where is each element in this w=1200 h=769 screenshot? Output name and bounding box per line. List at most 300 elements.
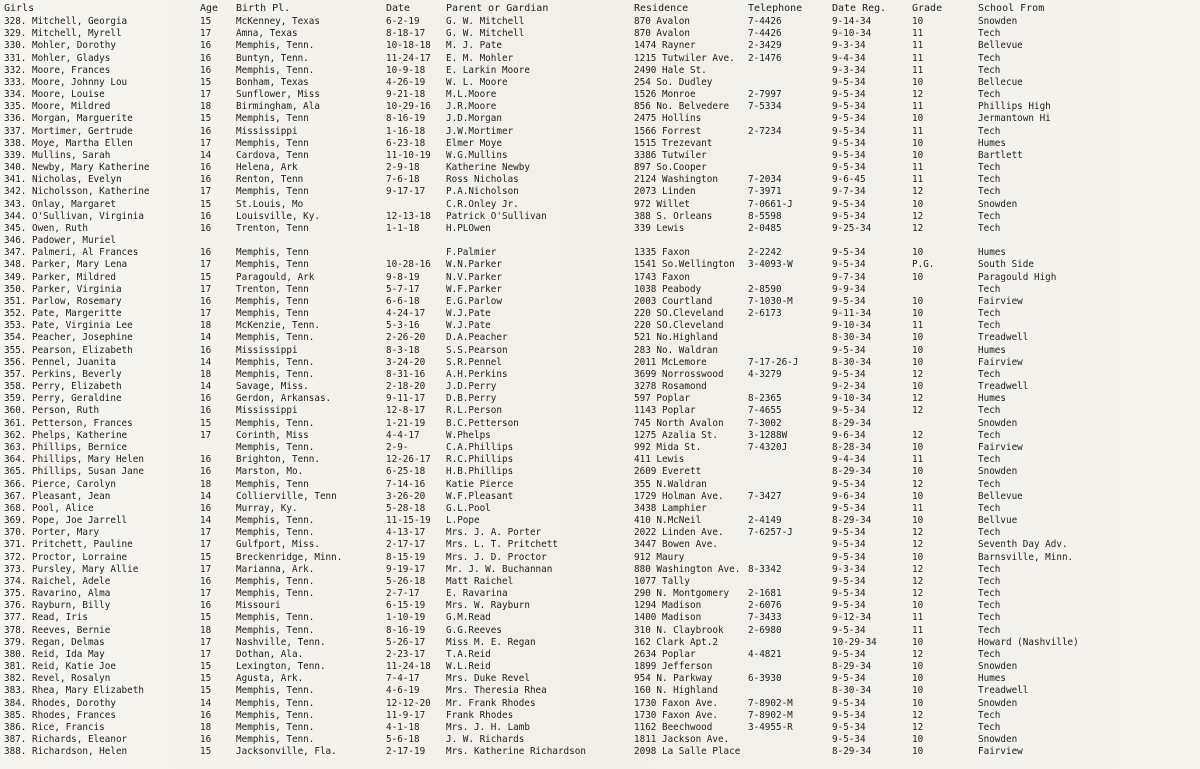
cell-parent: S.R.Pennel	[446, 356, 502, 368]
cell-residence: 870 Avalon	[634, 16, 690, 27]
cell-telephone: 7-0661-J	[748, 198, 793, 210]
cell-birthplace: Jacksonville, Fla.	[236, 746, 337, 758]
cell-residence: 1811 Jackson Ave.	[634, 734, 730, 745]
cell-date-reg: 9-5-34	[832, 600, 866, 612]
table-row	[0, 28, 1200, 40]
cell-date-reg: 9-3-34	[832, 40, 866, 52]
table-row	[0, 40, 1200, 52]
cell-grade: 12	[912, 648, 924, 660]
cell-school: Fairview	[978, 295, 1023, 307]
cell-school: Snowden	[978, 466, 1018, 478]
cell-date-reg: 9-10-34	[832, 320, 872, 332]
cell-age: 15	[200, 271, 212, 283]
cell-residence: 2475 Hollins	[634, 113, 702, 125]
cell-parent: Patrick O'Sullivan	[446, 210, 547, 222]
cell-name: 328. Mitchell, Georgia	[4, 16, 128, 27]
cell-birthplace: Renton, Tenn	[236, 174, 304, 186]
cell-age: 17	[200, 636, 212, 648]
cell-age: 14	[200, 697, 212, 709]
cell-age: 16	[200, 734, 212, 745]
cell-parent: W.F.Parker	[446, 283, 502, 295]
table-row	[0, 65, 1200, 77]
cell-school: Tech	[978, 64, 1001, 76]
cell-telephone: 2-1476	[748, 52, 782, 64]
cell-name: 334. Moore, Louise	[4, 89, 105, 100]
cell-grade: 10	[912, 198, 924, 210]
cell-grade: 10	[912, 673, 924, 685]
cell-date: 2-9-	[386, 441, 409, 453]
cell-residence: 1474 Rayner	[634, 40, 696, 52]
table-row	[0, 284, 1200, 296]
cell-age: 15	[200, 612, 212, 624]
cell-school: Snowden	[978, 661, 1018, 672]
table-row	[0, 53, 1200, 65]
cell-date-reg: 9-5-34	[832, 210, 866, 222]
header-date-reg: Date Reg.	[832, 3, 887, 14]
cell-date-reg: 9-5-34	[832, 478, 866, 490]
cell-residence: 3447 Bowen Ave.	[634, 539, 718, 551]
cell-birthplace: Sunflower, Miss	[236, 89, 320, 100]
table-row	[0, 673, 1200, 685]
cell-date-reg: 9-5-34	[832, 89, 866, 100]
cell-date: 2-9-18	[386, 162, 420, 173]
cell-parent: Frank Rhodes	[446, 709, 514, 721]
cell-name: 342. Nicholsson, Katherine	[4, 186, 150, 198]
cell-age: 15	[200, 661, 212, 672]
cell-name: 341. Nicholas, Evelyn	[4, 174, 122, 186]
table-row	[0, 16, 1200, 28]
cell-date: 1-1-18	[386, 222, 420, 234]
cell-date-reg: 9-7-34	[832, 186, 866, 198]
cell-parent: Mrs. J. D. Proctor	[446, 551, 547, 563]
cell-telephone: 8-2365	[748, 393, 782, 405]
cell-residence: 1294 Madison	[634, 600, 702, 612]
cell-age: 16	[200, 210, 212, 222]
cell-grade: 10	[912, 600, 924, 612]
cell-parent: M.L.Moore	[446, 89, 497, 100]
cell-date: 10-28-16	[386, 259, 431, 271]
header-name: Girls	[4, 3, 35, 14]
table-row	[0, 381, 1200, 393]
cell-grade: 10	[912, 356, 924, 368]
cell-name: 372. Proctor, Lorraine	[4, 551, 128, 563]
cell-date-reg: 9-5-34	[832, 709, 866, 721]
cell-grade: 10	[912, 247, 924, 259]
cell-residence: 1526 Monroe	[634, 89, 696, 100]
cell-date: 1-16-18	[386, 125, 426, 137]
table-row	[0, 272, 1200, 284]
cell-grade: 12	[912, 222, 924, 234]
cell-school: Tech	[978, 624, 1001, 636]
cell-residence: 254 So. Dudley	[634, 76, 713, 88]
cell-school: Fairview	[978, 746, 1023, 758]
table-row	[0, 259, 1200, 271]
cell-residence: 880 Washington Ave.	[634, 563, 741, 575]
cell-age: 15	[200, 746, 212, 758]
cell-age: 16	[200, 162, 212, 173]
cell-parent: E.G.Parlow	[446, 295, 502, 307]
cell-telephone: 2-1681	[748, 588, 782, 599]
cell-telephone: 7-3971	[748, 186, 782, 198]
cell-school: Tech	[978, 210, 1001, 222]
table-row	[0, 612, 1200, 624]
cell-date: 11-24-18	[386, 661, 431, 672]
cell-parent: Katie Pierce	[446, 478, 514, 490]
cell-age: 14	[200, 356, 212, 368]
cell-grade: 12	[912, 405, 924, 417]
table-row	[0, 685, 1200, 697]
cell-school: Tech	[978, 162, 1001, 173]
cell-telephone: 7-3433	[748, 612, 782, 624]
cell-parent: Mrs. Theresia Rhea	[446, 685, 547, 697]
cell-birthplace: Collierville, Tenn	[236, 490, 337, 502]
cell-school: Tech	[978, 320, 1001, 332]
table-row	[0, 223, 1200, 235]
table-row	[0, 138, 1200, 150]
cell-date-reg: 8-29-34	[832, 661, 872, 672]
cell-parent: H.B.Phillips	[446, 466, 514, 478]
table-row	[0, 357, 1200, 369]
cell-date-reg: 9-5-34	[832, 101, 866, 113]
cell-age: 16	[200, 344, 212, 356]
cell-residence: 521 No.Highland	[634, 332, 718, 344]
cell-residence: 1729 Holman Ave.	[634, 490, 724, 502]
cell-school: Tech	[978, 368, 1001, 380]
cell-name: 378. Reeves, Bernie	[4, 624, 111, 636]
cell-grade: 11	[912, 125, 924, 137]
cell-date: 10-18-18	[386, 40, 431, 52]
cell-birthplace: Memphis, Tenn.	[236, 697, 315, 709]
cell-residence: 1275 Azalia St.	[634, 429, 718, 441]
cell-age: 16	[200, 52, 212, 64]
table-row	[0, 332, 1200, 344]
cell-date-reg: 9-5-34	[832, 721, 866, 733]
cell-parent: E. Larkin Moore	[446, 64, 530, 76]
table-row	[0, 442, 1200, 454]
cell-grade: 10	[912, 271, 924, 283]
cell-telephone: 2-4149	[748, 515, 782, 526]
cell-school: Tech	[978, 502, 1001, 514]
cell-name: 383. Rhea, Mary Elizabeth	[4, 685, 144, 697]
cell-birthplace: Buntyn, Tenn.	[236, 52, 309, 64]
cell-date: 6-6-18	[386, 295, 420, 307]
cell-birthplace: St.Louis, Mo	[236, 198, 304, 210]
cell-date-reg: 9-7-34	[832, 271, 866, 283]
cell-residence: 1077 Tally	[634, 575, 690, 587]
cell-residence: 3699 Norrosswood	[634, 368, 724, 380]
cell-parent: A.H.Perkins	[446, 368, 508, 380]
cell-school: Tech	[978, 186, 1001, 198]
cell-date: 6-23-18	[386, 137, 426, 149]
cell-school: Tech	[978, 575, 1001, 587]
cell-birthplace: Memphis, Tenn.	[236, 417, 315, 429]
cell-residence: 2124 Washington	[634, 174, 718, 186]
cell-name: 353. Pate, Virginia Lee	[4, 320, 133, 332]
cell-school: Humes	[978, 673, 1006, 685]
cell-date-reg: 9-2-34	[832, 381, 866, 393]
cell-birthplace: Savage, Miss.	[236, 381, 309, 393]
table-row	[0, 101, 1200, 113]
table-row	[0, 296, 1200, 308]
cell-date: 9-11-17	[386, 393, 426, 405]
cell-school: Phillips High	[978, 101, 1051, 113]
cell-school: South Side	[978, 259, 1034, 271]
cell-date: 5-3-16	[386, 320, 420, 332]
cell-parent: N.V.Parker	[446, 271, 502, 283]
cell-school: Snowden	[978, 734, 1018, 745]
cell-grade: 10	[912, 137, 924, 149]
cell-date: 6-15-19	[386, 600, 426, 612]
cell-age: 16	[200, 600, 212, 612]
cell-age: 16	[200, 575, 212, 587]
header-date: Date	[386, 3, 411, 14]
table-row	[0, 308, 1200, 320]
cell-grade: 11	[912, 64, 924, 76]
table-row	[0, 466, 1200, 478]
cell-telephone: 3-4955-R	[748, 721, 793, 733]
cell-telephone: 2-6076	[748, 600, 782, 612]
cell-date: 8-15-19	[386, 551, 426, 563]
table-row	[0, 126, 1200, 138]
cell-age: 16	[200, 222, 212, 234]
cell-name: 329. Mitchell, Myrell	[4, 28, 122, 40]
cell-name: 345. Owen, Ruth	[4, 222, 88, 234]
cell-telephone: 7-4655	[748, 405, 782, 417]
cell-name: 351. Parlow, Rosemary	[4, 295, 122, 307]
cell-date-reg: 9-9-34	[832, 283, 866, 295]
cell-school: Treadwell	[978, 685, 1029, 697]
cell-school: Tech	[978, 648, 1001, 660]
cell-residence: 597 Poplar	[634, 393, 690, 405]
cell-grade: 11	[912, 612, 924, 624]
cell-school: Treadwell	[978, 381, 1029, 393]
cell-parent: J.W.Mortimer	[446, 125, 514, 137]
cell-name: 343. Onlay, Margaret	[4, 198, 116, 210]
cell-date: 2-17-17	[386, 539, 426, 551]
cell-date: 9-21-18	[386, 89, 426, 100]
cell-date-reg: 9-5-34	[832, 295, 866, 307]
cell-telephone: 7-8902-M	[748, 697, 793, 709]
cell-date-reg: 9-5-34	[832, 648, 866, 660]
cell-school: Tech	[978, 308, 1001, 320]
table-row	[0, 527, 1200, 539]
cell-name: 348. Parker, Mary Lena	[4, 259, 128, 271]
cell-grade: 11	[912, 454, 924, 466]
cell-age: 16	[200, 502, 212, 514]
cell-residence: 856 No. Belvedere	[634, 101, 730, 113]
cell-name: 359. Perry, Geraldine	[4, 393, 122, 405]
cell-birthplace: Memphis, Tenn	[236, 113, 309, 125]
cell-name: 371. Pritchett, Pauline	[4, 539, 133, 551]
table-row	[0, 746, 1200, 758]
cell-parent: R.C.Phillips	[446, 454, 514, 466]
cell-parent: Mrs. W. Rayburn	[446, 600, 530, 612]
cell-age: 16	[200, 466, 212, 478]
table-row	[0, 454, 1200, 466]
cell-birthplace: Mississippi	[236, 344, 298, 356]
table-row	[0, 600, 1200, 612]
cell-telephone: 8-3342	[748, 563, 782, 575]
header-school: School From	[978, 3, 1045, 14]
cell-residence: 954 N. Parkway	[634, 673, 713, 685]
cell-parent: D.B.Perry	[446, 393, 497, 405]
cell-parent: Ross Nicholas	[446, 174, 519, 186]
cell-name: 388. Richardson, Helen	[4, 746, 128, 758]
cell-date: 5-28-18	[386, 502, 426, 514]
cell-birthplace: Trenton, Tenn	[236, 283, 309, 295]
cell-date-reg: 9-12-34	[832, 612, 872, 624]
cell-birthplace: Nashville, Tenn.	[236, 636, 326, 648]
cell-age: 15	[200, 16, 212, 27]
cell-school: Bellevue	[978, 490, 1023, 502]
cell-birthplace: Brighton, Tenn.	[236, 454, 320, 466]
cell-school: Tech	[978, 563, 1001, 575]
table-row	[0, 405, 1200, 417]
cell-grade: 11	[912, 174, 924, 186]
cell-residence: 3278 Rosamond	[634, 381, 707, 393]
cell-school: Fairview	[978, 441, 1023, 453]
cell-telephone: 7-4426	[748, 28, 782, 40]
cell-grade: 10	[912, 76, 924, 88]
cell-name: 357. Perkins, Beverly	[4, 368, 122, 380]
cell-birthplace: Agusta, Ark.	[236, 673, 304, 685]
cell-school: Snowden	[978, 16, 1018, 27]
cell-grade: 11	[912, 40, 924, 52]
cell-school: Humes	[978, 137, 1006, 149]
cell-birthplace: Memphis, Tenn.	[236, 588, 315, 599]
cell-date: 1-10-19	[386, 612, 426, 624]
cell-parent: Matt Raichel	[446, 575, 514, 587]
cell-residence: 310 N. Claybrook	[634, 624, 724, 636]
cell-name: 386. Rice, Francis	[4, 721, 105, 733]
cell-date-reg: 9-5-34	[832, 588, 866, 599]
header-age: Age	[200, 3, 219, 14]
cell-telephone: 2-6980	[748, 624, 782, 636]
cell-parent: Mr. J. W. Buchannan	[446, 563, 553, 575]
cell-parent: D.A.Peacher	[446, 332, 508, 344]
cell-residence: 339 Lewis	[634, 222, 685, 234]
cell-parent: J.D.Perry	[446, 381, 497, 393]
table-row	[0, 503, 1200, 515]
cell-birthplace: Memphis, Tenn	[236, 308, 309, 320]
cell-school: Tech	[978, 429, 1001, 441]
cell-date: 6-25-18	[386, 466, 426, 478]
cell-grade: 12	[912, 539, 924, 551]
cell-telephone: 7-2034	[748, 174, 782, 186]
cell-date-reg: 9-5-34	[832, 405, 866, 417]
table-row	[0, 710, 1200, 722]
cell-residence: 2490 Hale St.	[634, 64, 707, 76]
cell-school: Tech	[978, 600, 1001, 612]
cell-residence: 1730 Faxon Ave.	[634, 697, 718, 709]
cell-name: 360. Person, Ruth	[4, 405, 100, 417]
cell-birthplace: Lexington, Tenn.	[236, 661, 326, 672]
cell-telephone: 7-1030-M	[748, 295, 793, 307]
cell-date: 8-18-17	[386, 28, 426, 40]
cell-grade: 12	[912, 393, 924, 405]
cell-age: 15	[200, 76, 212, 88]
cell-name: 330. Mohler, Dorothy	[4, 40, 116, 52]
cell-age: 16	[200, 295, 212, 307]
header-parent: Parent or Gardian	[446, 3, 549, 14]
cell-date: 10-9-18	[386, 64, 426, 76]
cell-date: 9-19-17	[386, 563, 426, 575]
cell-grade: 10	[912, 149, 924, 161]
cell-date-reg: 9-5-34	[832, 162, 866, 173]
cell-birthplace: Memphis, Tenn.	[236, 612, 315, 624]
cell-grade: 11	[912, 624, 924, 636]
cell-date: 11-24-17	[386, 52, 431, 64]
cell-age: 16	[200, 247, 212, 259]
cell-school: Humes	[978, 393, 1006, 405]
cell-telephone: 4-3279	[748, 368, 782, 380]
cell-school: Bellevue	[978, 40, 1023, 52]
header-residence: Residence	[634, 3, 689, 14]
cell-grade: 10	[912, 308, 924, 320]
cell-telephone: 2-0485	[748, 222, 782, 234]
cell-birthplace: Memphis, Tenn.	[236, 721, 315, 733]
cell-parent: S.S.Pearson	[446, 344, 508, 356]
table-row	[0, 491, 1200, 503]
cell-name: 352. Pate, Margeritte	[4, 308, 122, 320]
cell-school: Treadwell	[978, 332, 1029, 344]
cell-name: 365. Phillips, Susan Jane	[4, 466, 144, 478]
cell-date: 4-1-18	[386, 721, 420, 733]
cell-date: 9-17-17	[386, 186, 426, 198]
cell-birthplace: Memphis, Tenn.	[236, 368, 315, 380]
cell-telephone: 7-8902-M	[748, 709, 793, 721]
cell-date: 12-13-18	[386, 210, 431, 222]
cell-school: Howard (Nashville)	[978, 636, 1079, 648]
cell-date: 5-6-18	[386, 734, 420, 745]
cell-telephone: 7-6257-J	[748, 527, 793, 539]
cell-grade: 10	[912, 332, 924, 344]
cell-parent: G. W. Mitchell	[446, 28, 525, 40]
cell-parent: L.Pope	[446, 515, 480, 526]
cell-grade: P.G.	[912, 259, 935, 271]
cell-age: 17	[200, 648, 212, 660]
cell-residence: 745 North Avalon	[634, 417, 724, 429]
cell-telephone: 3-1288W	[748, 429, 788, 441]
cell-date-reg: 9-25-34	[832, 222, 872, 234]
cell-age: 17	[200, 539, 212, 551]
cell-telephone: 7-17-26-J	[748, 356, 799, 368]
cell-grade: 10	[912, 661, 924, 672]
cell-age: 17	[200, 588, 212, 599]
cell-school: Bartlett	[978, 149, 1023, 161]
cell-date: 7-6-18	[386, 174, 420, 186]
cell-name: 363. Phillips, Bernice	[4, 441, 128, 453]
cell-age: 17	[200, 137, 212, 149]
cell-age: 16	[200, 125, 212, 137]
cell-date: 4-4-17	[386, 429, 420, 441]
cell-parent: C.A.Phillips	[446, 441, 514, 453]
cell-date-reg: 9-5-34	[832, 697, 866, 709]
table-row	[0, 552, 1200, 564]
table-row	[0, 430, 1200, 442]
cell-date: 4-6-19	[386, 685, 420, 697]
cell-date-reg: 9-5-34	[832, 502, 866, 514]
cell-telephone: 2-6173	[748, 308, 782, 320]
cell-telephone: 7-4320J	[748, 441, 788, 453]
cell-telephone: 3-4093-W	[748, 259, 793, 271]
cell-name: 347. Palmeri, Al Frances	[4, 247, 139, 259]
cell-date-reg: 8-29-34	[832, 515, 872, 526]
cell-age: 15	[200, 685, 212, 697]
cell-birthplace: McKenzie, Tenn.	[236, 320, 320, 332]
cell-parent: C.R.Onley Jr.	[446, 198, 519, 210]
cell-name: 335. Moore, Mildred	[4, 101, 111, 113]
